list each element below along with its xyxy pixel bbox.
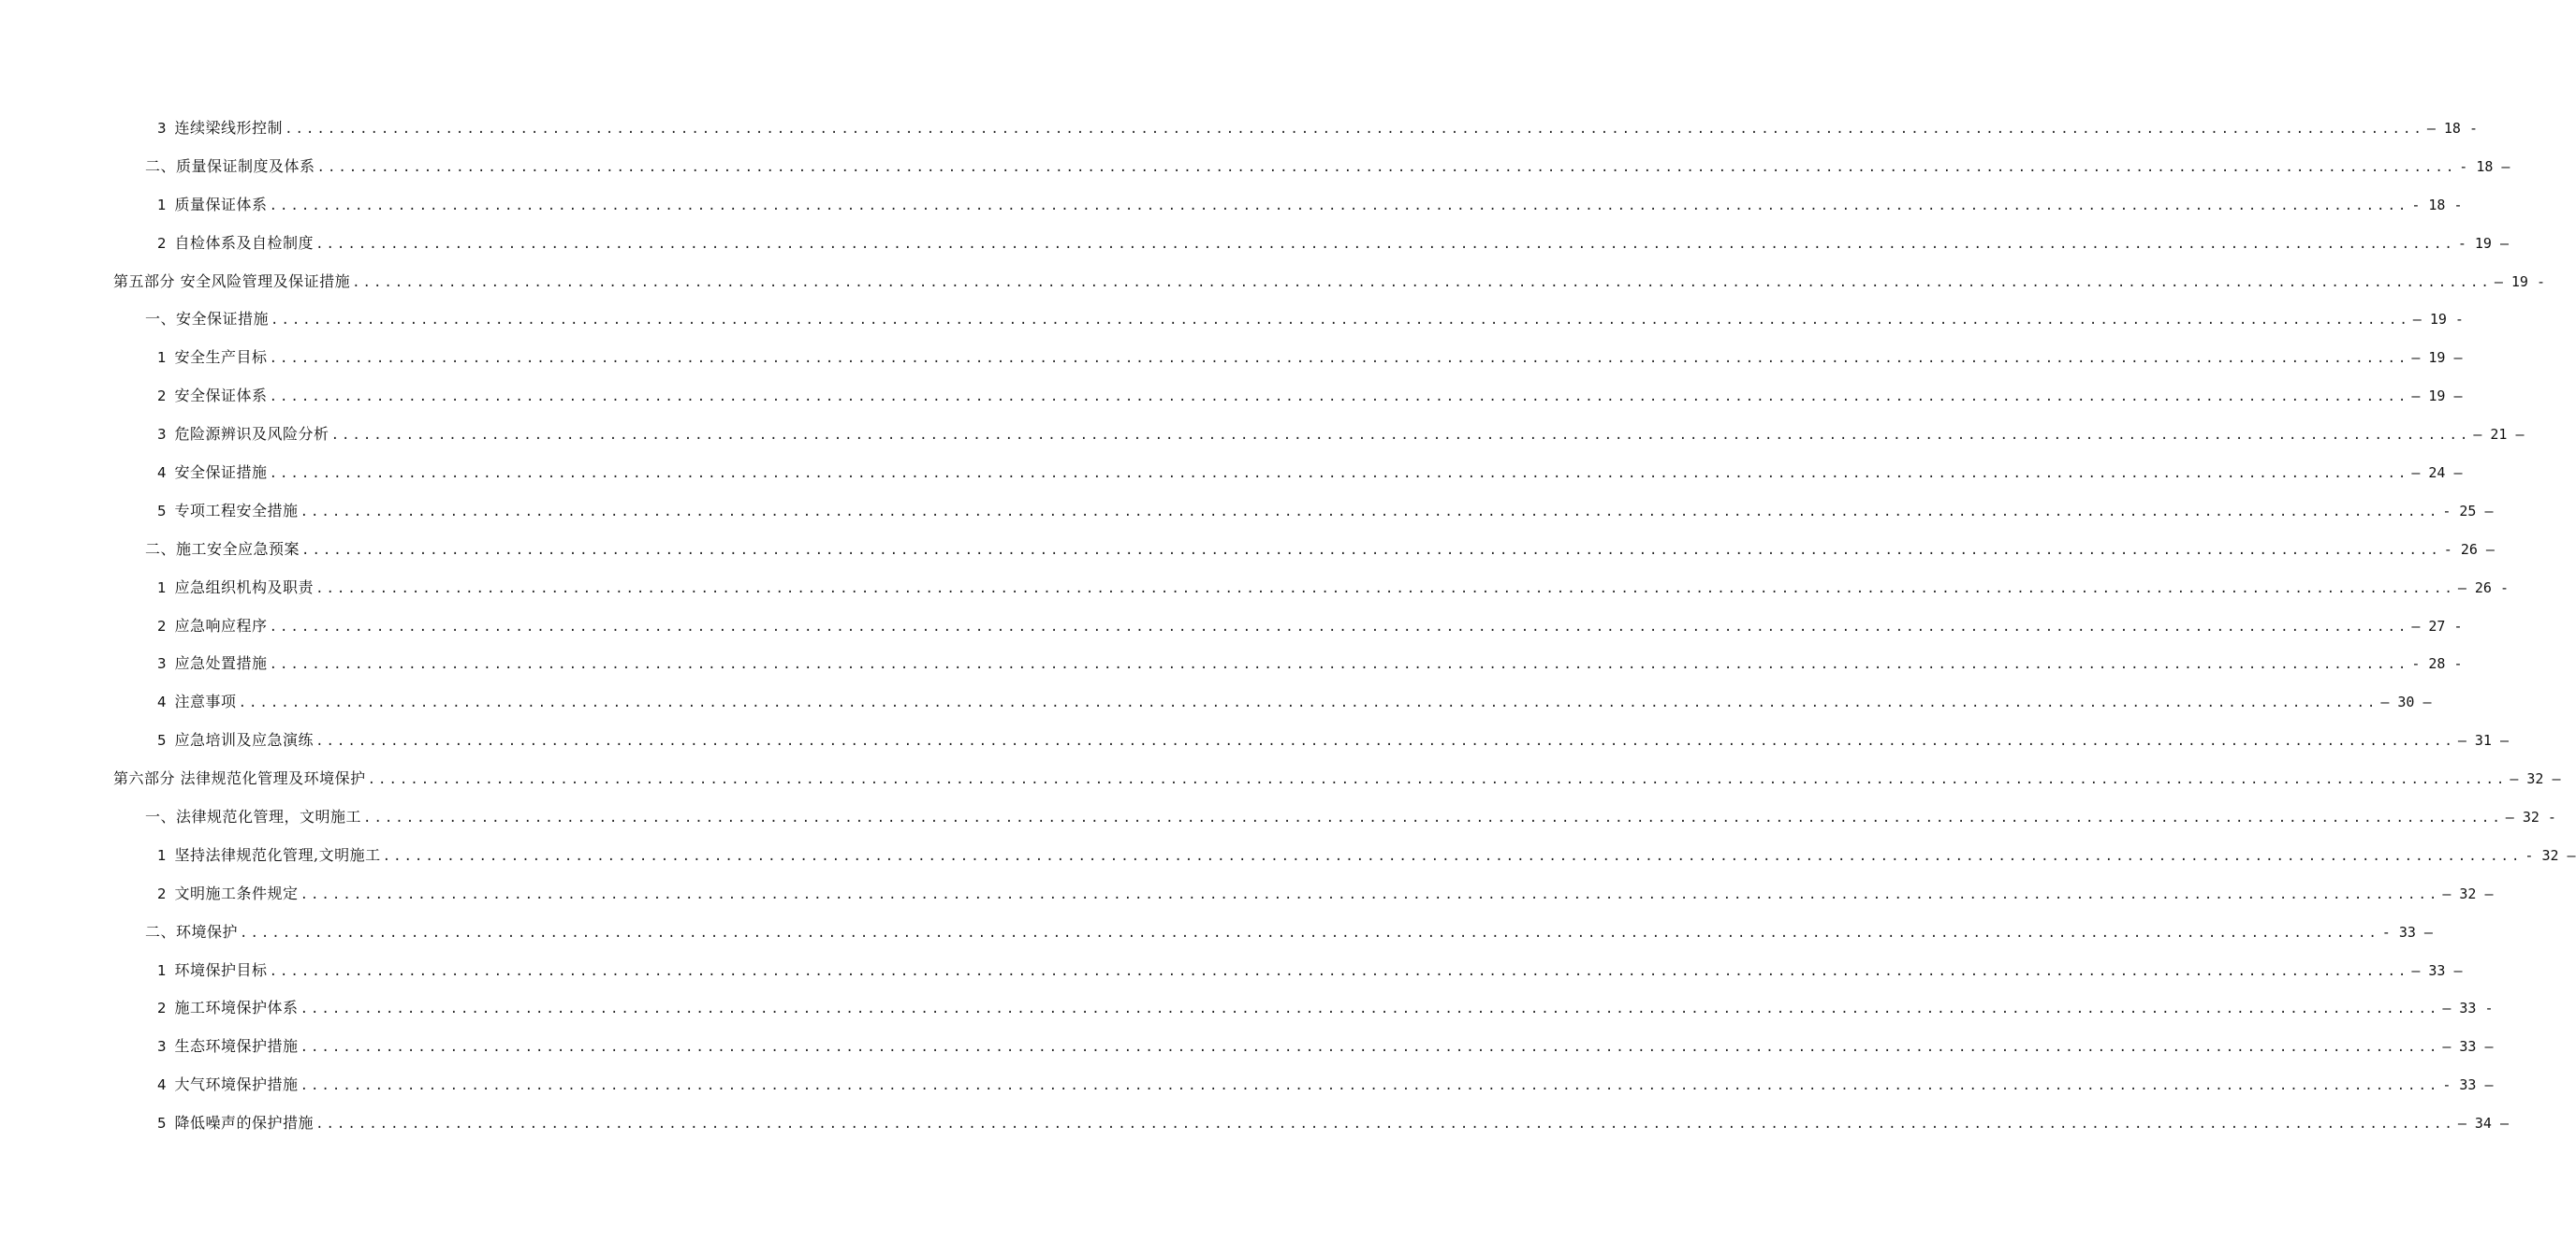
toc-entry-page-number: — 18 - xyxy=(2426,120,2478,137)
dot-leader: ........................................................................................................................................................................................................ xyxy=(271,313,2410,329)
dot-leader: ........................................................................................................................................................................................................ xyxy=(240,925,2379,941)
toc-entry-title: 质量保证体系 xyxy=(174,195,268,213)
toc-entry-page-number: — 33 - xyxy=(2442,1000,2494,1017)
toc-entry[interactable] xyxy=(0,530,2495,568)
toc-entry-title: 坚持法律规范化管理,文明施工 xyxy=(174,845,381,864)
toc-entry-number: 1 xyxy=(157,846,167,864)
dot-leader: ........................................................................................................................................................................................................ xyxy=(367,772,2508,788)
toc-entry-title: 第六部分 法律规范化管理及环境保护 xyxy=(113,769,366,788)
toc-entry[interactable] xyxy=(0,185,2463,224)
toc-entry-row xyxy=(157,730,2509,752)
dot-leader: ........................................................................................................................................................................................................ xyxy=(300,1040,2440,1056)
dot-leader: ........................................................................................................................................................................................................ xyxy=(315,1117,2455,1133)
toc-entry-row xyxy=(113,768,2561,790)
toc-entry-title: 专项工程安全措施 xyxy=(174,501,299,519)
toc-entry-number: 5 xyxy=(157,732,167,750)
toc-entry-number: 2 xyxy=(157,234,167,252)
dot-leader: ........................................................................................................................................................................................................ xyxy=(300,504,2440,519)
toc-entry-number: 5 xyxy=(157,1115,167,1133)
toc-entry-number: 4 xyxy=(157,1076,167,1094)
toc-entry-page-number: — 32 — xyxy=(2510,770,2561,788)
toc-entry-row xyxy=(157,1036,2494,1058)
toc-entry-number: 2 xyxy=(157,617,167,635)
toc-entry-title: 自检体系及自检制度 xyxy=(174,233,315,252)
toc-entry-row xyxy=(157,616,2463,637)
toc-entry-page-number: - 25 — xyxy=(2442,502,2494,519)
toc-entry-page-number: - 32 — xyxy=(2525,846,2576,864)
toc-entry[interactable] xyxy=(0,607,2463,645)
toc-entry[interactable] xyxy=(0,759,2561,797)
toc-entry-number: 3 xyxy=(157,1038,167,1056)
dot-leader: ........................................................................................................................................................................................................ xyxy=(301,542,2441,558)
dot-leader: ........................................................................................................................................................................................................ xyxy=(315,580,2455,596)
toc-entry[interactable] xyxy=(0,415,2525,453)
toc-entry-title: 第五部分 安全风险管理及保证措施 xyxy=(113,271,351,290)
toc-entry-row xyxy=(157,118,2478,139)
toc-entry-page-number: — 19 — xyxy=(2411,349,2463,367)
toc-entry[interactable] xyxy=(0,1104,2509,1142)
toc-entry-page-number: — 26 - xyxy=(2457,578,2509,596)
toc-entry-row xyxy=(145,807,2556,828)
toc-entry-page-number: — 19 - xyxy=(2494,272,2546,290)
toc-entry-title: 危险源辨识及风险分析 xyxy=(174,425,329,444)
toc-entry-row xyxy=(157,424,2525,446)
dot-leader: ........................................................................................................................................................................................................ xyxy=(315,236,2455,252)
table-of-contents xyxy=(0,109,2576,1142)
toc-entry-number: 5 xyxy=(157,502,167,519)
toc-entry-title: 应急处置措施 xyxy=(174,654,268,673)
toc-entry-row xyxy=(157,578,2509,599)
toc-entry-title: 施工环境保护体系 xyxy=(174,999,299,1017)
toc-entry[interactable] xyxy=(0,1065,2494,1104)
toc-entry[interactable] xyxy=(0,988,2494,1027)
toc-entry-page-number: — 34 — xyxy=(2457,1115,2509,1133)
toc-entry-title: 二、质量保证制度及体系 xyxy=(145,156,315,175)
toc-entry[interactable] xyxy=(0,453,2463,491)
dot-leader: ........................................................................................................................................................................................................ xyxy=(269,657,2409,673)
toc-entry[interactable] xyxy=(0,1027,2494,1065)
toc-entry-page-number: — 31 — xyxy=(2457,732,2509,750)
toc-entry-page-number: — 19 — xyxy=(2411,388,2463,405)
dot-leader: ........................................................................................................................................................................................................ xyxy=(285,122,2424,137)
toc-entry-number: 3 xyxy=(157,120,167,137)
dot-leader: ........................................................................................................................................................................................................ xyxy=(315,734,2455,750)
toc-entry-number: 1 xyxy=(157,349,167,367)
toc-entry-page-number: — 21 — xyxy=(2473,426,2525,444)
toc-entry[interactable] xyxy=(0,338,2463,376)
toc-entry[interactable] xyxy=(0,913,2433,951)
dot-leader: ........................................................................................................................................................................................................ xyxy=(269,389,2409,405)
toc-entry-row xyxy=(157,692,2432,713)
dot-leader: ........................................................................................................................................................................................................ xyxy=(269,466,2409,482)
toc-entry-row xyxy=(113,271,2546,293)
toc-entry-number: 2 xyxy=(157,1000,167,1017)
toc-entry[interactable] xyxy=(0,836,2576,874)
toc-entry-title: 大气环境保护措施 xyxy=(174,1075,299,1094)
toc-entry-page-number: — 27 - xyxy=(2411,617,2463,635)
toc-entry-title: 安全保证措施 xyxy=(174,463,268,482)
toc-entry-page-number: - 33 — xyxy=(2381,923,2433,941)
dot-leader: ........................................................................................................................................................................................................ xyxy=(352,274,2492,290)
toc-entry-row xyxy=(157,195,2463,216)
toc-entry[interactable] xyxy=(0,147,2510,185)
toc-entry-number: 4 xyxy=(157,694,167,711)
toc-entry[interactable] xyxy=(0,951,2463,989)
toc-entry-row xyxy=(157,998,2494,1019)
dot-leader: ........................................................................................................................................................................................................ xyxy=(269,351,2409,367)
toc-entry[interactable] xyxy=(0,300,2464,338)
toc-entry-title: 二、施工安全应急预案 xyxy=(145,539,300,558)
toc-entry-page-number: — 33 — xyxy=(2411,961,2463,979)
toc-entry-row xyxy=(157,501,2494,522)
toc-entry-number: 1 xyxy=(157,578,167,596)
toc-entry[interactable] xyxy=(0,376,2463,415)
toc-entry-page-number: - 18 - xyxy=(2411,196,2463,213)
toc-entry-title: 一、安全保证措施 xyxy=(145,310,270,329)
dot-leader: ........................................................................................................................................................................................................ xyxy=(300,886,2440,902)
toc-entry-title: 连续梁线形控制 xyxy=(174,119,284,137)
toc-entry[interactable] xyxy=(0,721,2509,759)
toc-entry-number: 4 xyxy=(157,464,167,482)
dot-leader: ........................................................................................................................................................................................................ xyxy=(238,695,2378,711)
dot-leader: ........................................................................................................................................................................................................ xyxy=(300,1078,2440,1094)
toc-entry-row xyxy=(157,462,2463,484)
dot-leader: ........................................................................................................................................................................................................ xyxy=(382,848,2523,864)
toc-entry[interactable] xyxy=(0,568,2509,607)
toc-entry[interactable] xyxy=(0,644,2463,682)
toc-entry-title: 生态环境保护措施 xyxy=(174,1037,299,1056)
toc-entry-number: 1 xyxy=(157,961,167,979)
toc-entry-title: 安全生产目标 xyxy=(174,348,268,367)
dot-leader: ........................................................................................................................................................................................................ xyxy=(269,963,2409,979)
toc-entry-number: 3 xyxy=(157,426,167,444)
toc-entry-row xyxy=(157,386,2463,407)
toc-entry-row xyxy=(157,1113,2509,1134)
toc-entry-page-number: — 33 — xyxy=(2442,1038,2494,1056)
toc-entry-page-number: — 24 — xyxy=(2411,464,2463,482)
toc-entry-page-number: - 33 — xyxy=(2442,1076,2494,1094)
toc-entry-page-number: - 26 — xyxy=(2443,540,2495,558)
toc-entry-number: 1 xyxy=(157,196,167,213)
toc-entry-row xyxy=(157,653,2463,675)
toc-entry[interactable] xyxy=(0,491,2494,530)
toc-entry-page-number: — 32 - xyxy=(2505,809,2556,826)
toc-entry-number: 2 xyxy=(157,388,167,405)
toc-entry-row xyxy=(157,233,2509,255)
toc-entry[interactable] xyxy=(0,874,2494,913)
toc-entry-page-number: - 18 — xyxy=(2459,157,2510,175)
toc-entry-row xyxy=(157,1075,2494,1096)
toc-entry-page-number: — 30 — xyxy=(2380,694,2432,711)
toc-entry-row xyxy=(145,309,2464,330)
toc-entry-title: 应急组织机构及职责 xyxy=(174,578,315,596)
toc-entry-page-number: — 32 — xyxy=(2442,885,2494,902)
toc-entry-number: 3 xyxy=(157,655,167,673)
toc-entry-page-number: - 28 - xyxy=(2411,655,2463,673)
dot-leader: ........................................................................................................................................................................................................ xyxy=(363,811,2503,826)
toc-entry-row xyxy=(157,960,2463,982)
toc-entry-title: 降低噪声的保护措施 xyxy=(174,1114,315,1133)
toc-entry-row xyxy=(145,922,2433,944)
toc-entry[interactable] xyxy=(0,262,2546,300)
toc-entry-number: 2 xyxy=(157,885,167,902)
toc-entry-title: 一、法律规范化管理，文明施工 xyxy=(145,808,362,826)
toc-entry-title: 应急响应程序 xyxy=(174,616,268,635)
dot-leader: ........................................................................................................................................................................................................ xyxy=(269,619,2409,635)
toc-entry[interactable] xyxy=(0,682,2432,721)
toc-entry-row xyxy=(157,347,2463,369)
toc-entry[interactable] xyxy=(0,109,2478,147)
dot-leader: ........................................................................................................................................................................................................ xyxy=(300,1002,2440,1017)
toc-entry-page-number: - 19 — xyxy=(2457,234,2509,252)
toc-entry[interactable] xyxy=(0,797,2556,836)
toc-entry-title: 二、环境保护 xyxy=(145,922,239,941)
toc-entry-title: 应急培训及应急演练 xyxy=(174,731,315,750)
toc-entry-page-number: — 19 - xyxy=(2412,311,2464,329)
dot-leader: ........................................................................................................................................................................................................ xyxy=(269,197,2409,213)
toc-entry-row xyxy=(145,156,2510,178)
toc-entry-row xyxy=(157,845,2576,867)
dot-leader: ........................................................................................................................................................................................................ xyxy=(330,428,2471,444)
dot-leader: ........................................................................................................................................................................................................ xyxy=(316,159,2457,175)
toc-entry-row xyxy=(145,539,2495,561)
toc-entry-title: 环境保护目标 xyxy=(174,960,268,979)
toc-entry-title: 文明施工条件规定 xyxy=(174,884,299,902)
toc-entry-title: 安全保证体系 xyxy=(174,387,268,405)
toc-entry[interactable] xyxy=(0,224,2509,262)
toc-entry-row xyxy=(157,884,2494,905)
toc-entry-title: 注意事项 xyxy=(174,693,237,711)
